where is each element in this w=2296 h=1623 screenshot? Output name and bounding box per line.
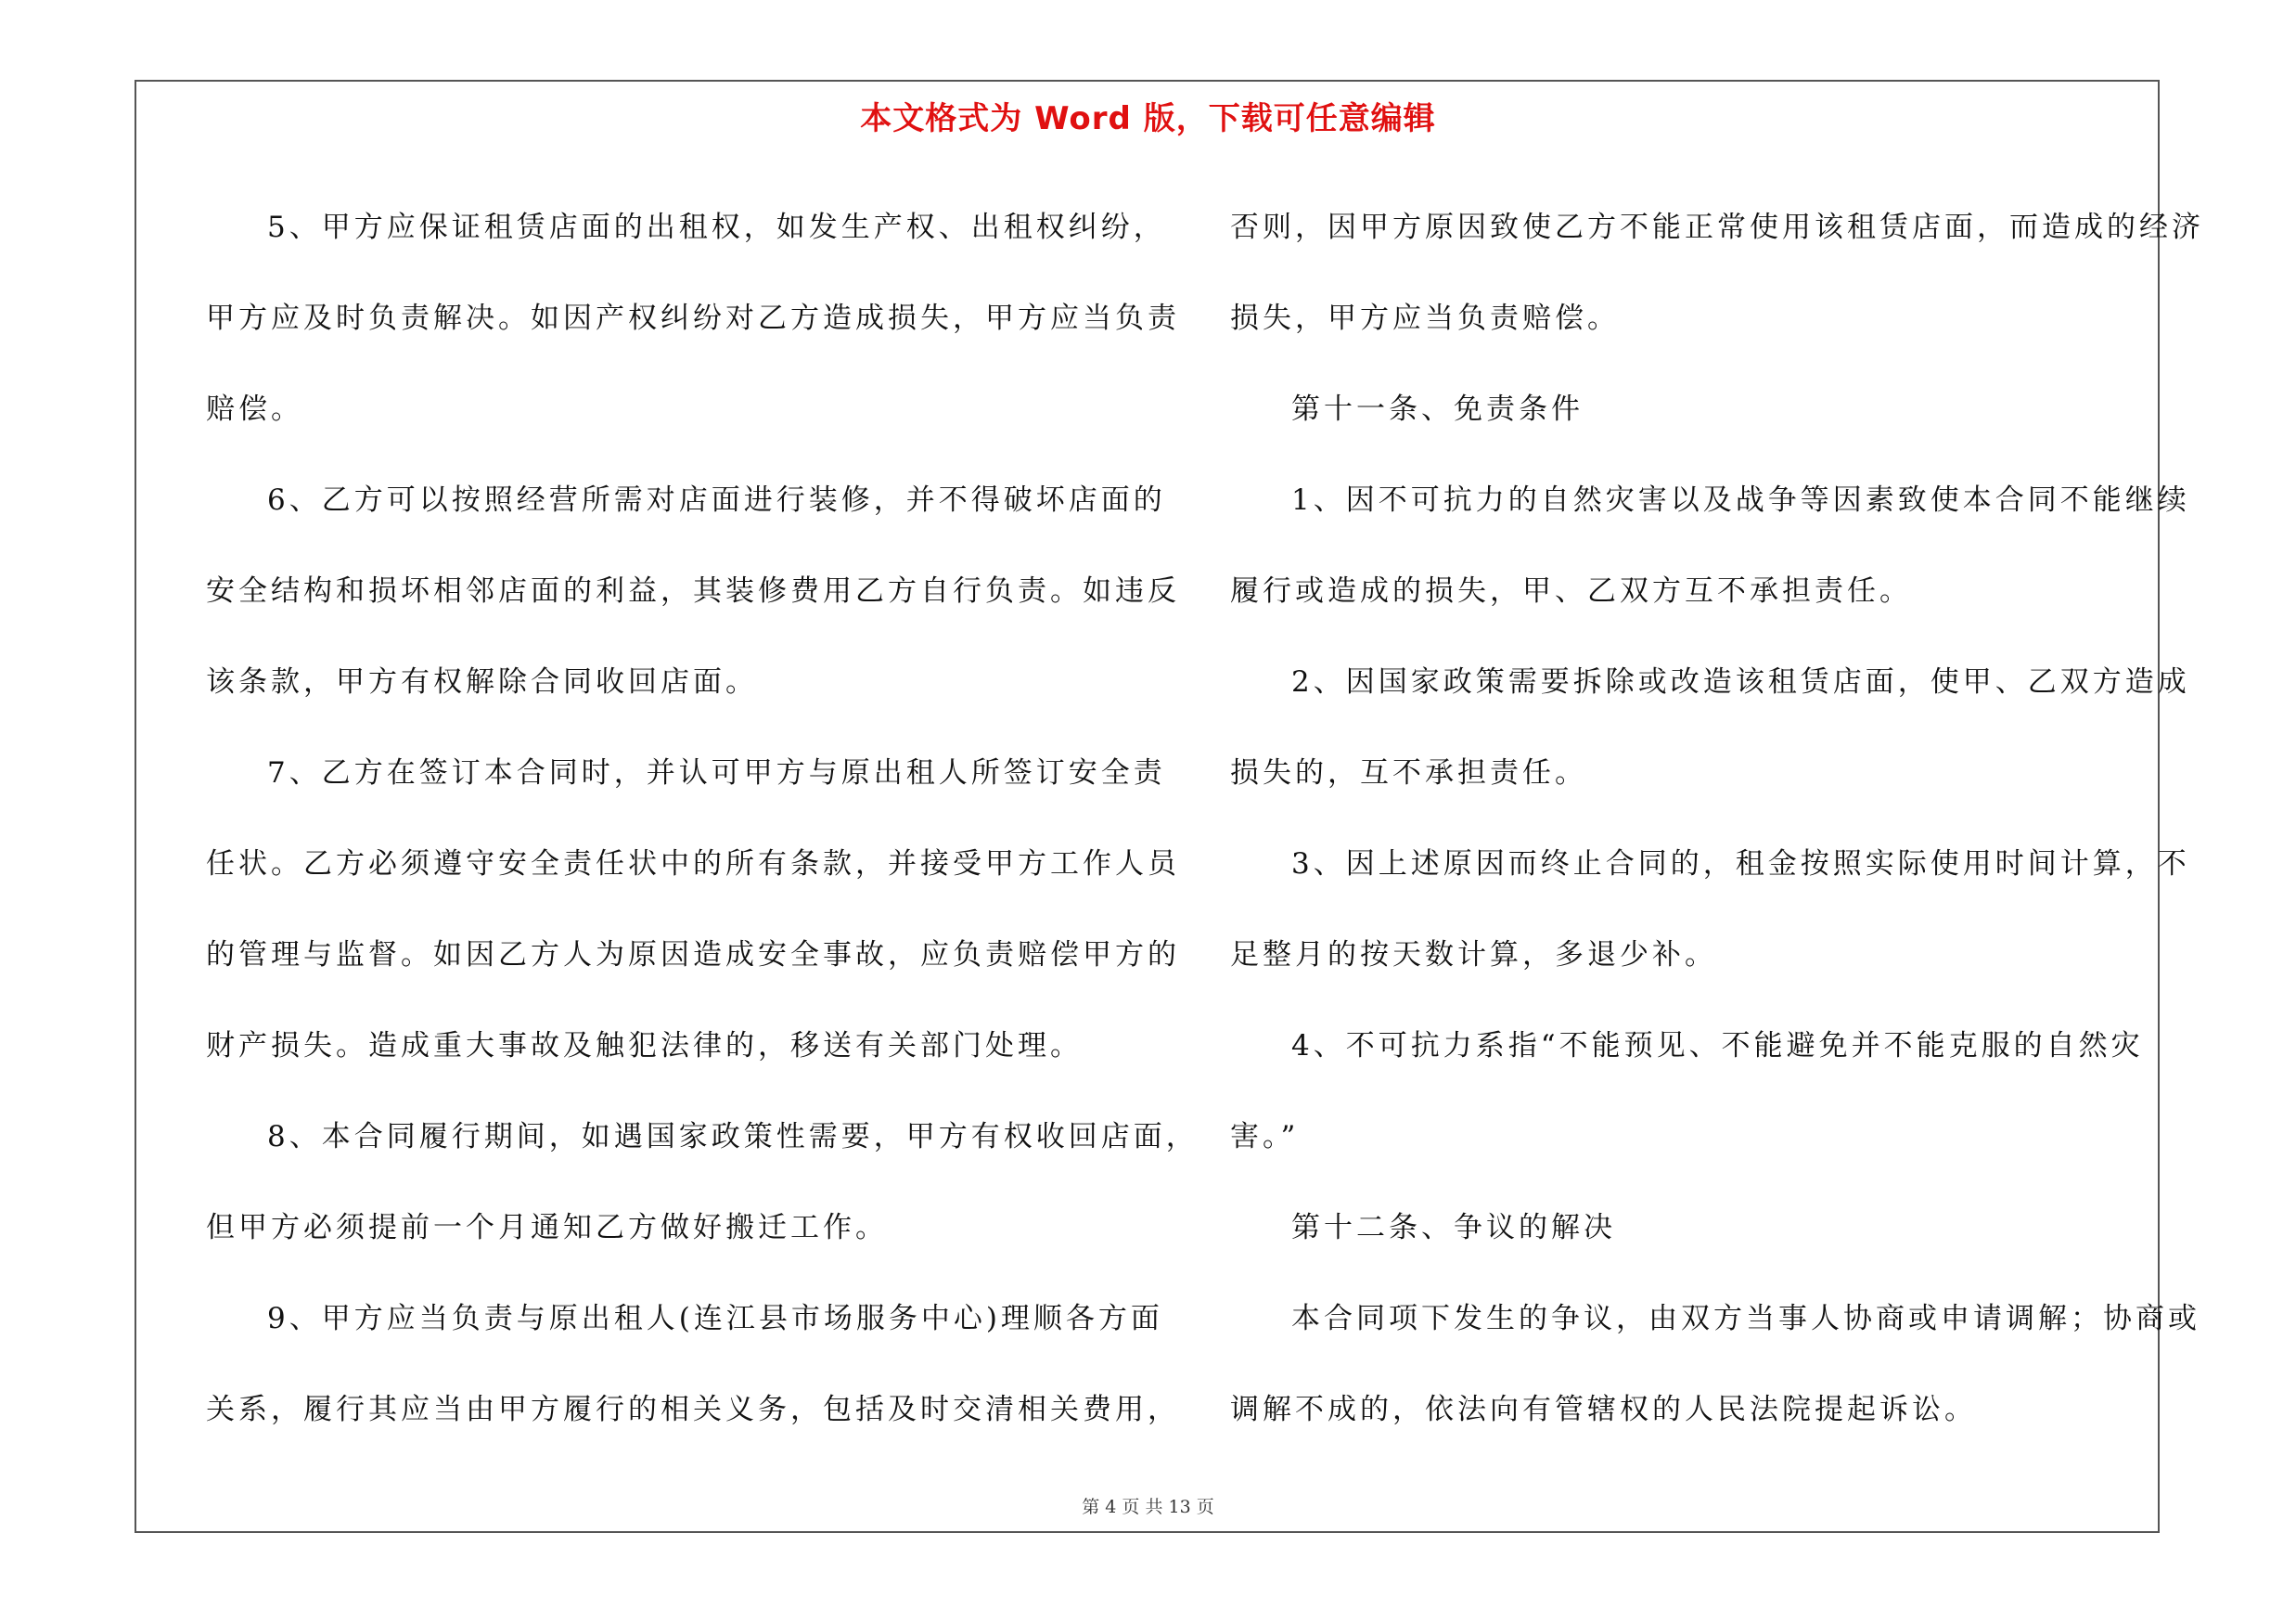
- section-heading: 第十一条、免责条件: [1291, 393, 1584, 426]
- paragraph-line: 履行或造成的损失，甲、乙双方互不承担责任。: [1230, 574, 1912, 608]
- paragraph-line: 8、本合同履行期间，如遇国家政策性需要，甲方有权收回店面，: [267, 1120, 1199, 1153]
- header-banner: 本文格式为 Word 版，下载可任意编辑: [860, 100, 1436, 137]
- paragraph-line: 害。”: [1230, 1120, 1300, 1153]
- page-number: 第 4 页 共 13 页: [1082, 1497, 1214, 1517]
- paragraph-line: 本合同项下发生的争议，由双方当事人协商或申请调解；协商或: [1291, 1302, 2200, 1335]
- paragraph-line: 的管理与监督。如因乙方人为原因造成安全事故，应负责赔偿甲方的: [206, 938, 1180, 972]
- paragraph-line: 赔偿。: [206, 393, 303, 426]
- paragraph-line: 9、甲方应当负责与原出租人(连江县市场服务中心)理顺各方面: [267, 1302, 1163, 1335]
- paragraph-line: 损失的，互不承担责任。: [1230, 756, 1587, 790]
- paragraph-line: 财产损失。造成重大事故及触犯法律的，移送有关部门处理。: [206, 1029, 1083, 1063]
- paragraph-line: 甲方应及时负责解决。如因产权纠纷对乙方造成损失，甲方应当负责: [206, 302, 1180, 335]
- paragraph-line: 1、因不可抗力的自然灾害以及战争等因素致使本合同不能继续: [1291, 483, 2190, 517]
- paragraph-line: 任状。乙方必须遵守安全责任状中的所有条款，并接受甲方工作人员: [206, 847, 1180, 881]
- right-column: [1230, 182, 2204, 1455]
- paragraph-line: 该条款，甲方有权解除合同收回店面。: [206, 665, 758, 699]
- section-heading: 第十二条、争议的解决: [1291, 1211, 1616, 1244]
- paragraph-line: 安全结构和损坏相邻店面的利益，其装修费用乙方自行负责。如违反: [206, 574, 1180, 608]
- paragraph-line: 损失，甲方应当负责赔偿。: [1230, 302, 1620, 335]
- paragraph-line: 否则，因甲方原因致使乙方不能正常使用该租赁店面，而造成的经济: [1230, 211, 2204, 244]
- paragraph-line: 关系，履行其应当由甲方履行的相关义务，包括及时交清相关费用，: [206, 1393, 1180, 1426]
- paragraph-line: 4、不可抗力系指“不能预见、不能避免并不能克服的自然灾: [1291, 1029, 2144, 1063]
- paragraph-line: 2、因国家政策需要拆除或改造该租赁店面，使甲、乙双方造成: [1291, 665, 2190, 699]
- paragraph-line: 6、乙方可以按照经营所需对店面进行装修，并不得破坏店面的: [267, 483, 1166, 517]
- paragraph-line: 但甲方必须提前一个月通知乙方做好搬迁工作。: [206, 1211, 888, 1244]
- left-column: [206, 182, 1199, 1455]
- paragraph-line: 足整月的按天数计算，多退少补。: [1230, 938, 1717, 972]
- paragraph-line: 3、因上述原因而终止合同的，租金按照实际使用时间计算，不: [1291, 847, 2190, 881]
- paragraph-line: 调解不成的，依法向有管辖权的人民法院提起诉讼。: [1230, 1393, 1977, 1426]
- paragraph-line: 7、乙方在签订本合同时，并认可甲方与原出租人所签订安全责: [267, 756, 1166, 790]
- paragraph-line: 5、甲方应保证租赁店面的出租权，如发生产权、出租权纠纷，: [267, 211, 1166, 244]
